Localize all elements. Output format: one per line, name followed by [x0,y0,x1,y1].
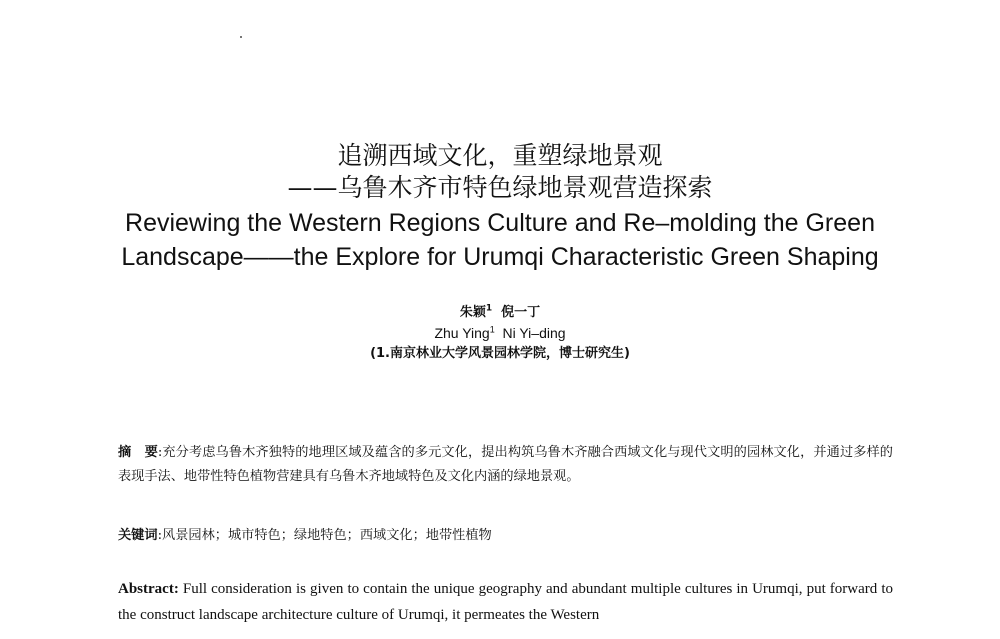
chinese-title: 追溯西域文化，重塑绿地景观 [337,141,663,170]
chinese-abstract [118,441,893,489]
author-2-cn: 倪一丁 [501,305,541,320]
author-1-cn: 朱颖 [459,305,486,320]
authors-english [0,323,1000,343]
author-1-en-affil-mark: 1 [489,324,495,335]
title-block [0,140,1000,274]
keywords-label: 关键词 [118,528,158,543]
authors-block [0,303,1000,365]
author-1-affil-mark: 1 [485,303,493,314]
scan-dot [240,36,242,38]
chinese-subtitle: ——乌鲁木齐市特色绿地景观营造探索 [287,173,713,202]
keywords-text: :风景园林；城市特色；绿地特色；西域文化；地带性植物 [157,528,492,543]
author-2-en: Ni Yi–ding [502,325,566,341]
authors-chinese [0,303,1000,323]
english-abstract [118,576,893,628]
english-abstract-label: Abstract: [118,581,179,597]
author-1-en: Zhu Ying [434,325,490,341]
affiliation: (1.南京林业大学风景园林学院，博士研究生) [370,346,630,361]
english-title-line-2: Landscape——the Explore for Urumqi Characteristic Green Shaping [121,243,879,271]
english-abstract-text: Full consideration is given to contain the unique geography and abundant multiple cultures in Urumqi, put forward to the construct landscape architecture culture of Urumqi, it permeates the Western [118,581,893,623]
chinese-keywords [118,525,893,547]
english-title-line-1: Reviewing the Western Regions Culture and Re–molding the Green [125,209,875,237]
chinese-abstract-label: 摘 要 [118,445,158,460]
chinese-abstract-text: :充分考虑乌鲁木齐独特的地理区域及蕴含的多元文化，提出构筑乌鲁木齐融合西域文化与现代文明的园林文化，并通过多样的表现手法、地带性特色植物营建具有乌鲁木齐地域特色及文化内涵的绿地景观。 [118,445,893,484]
